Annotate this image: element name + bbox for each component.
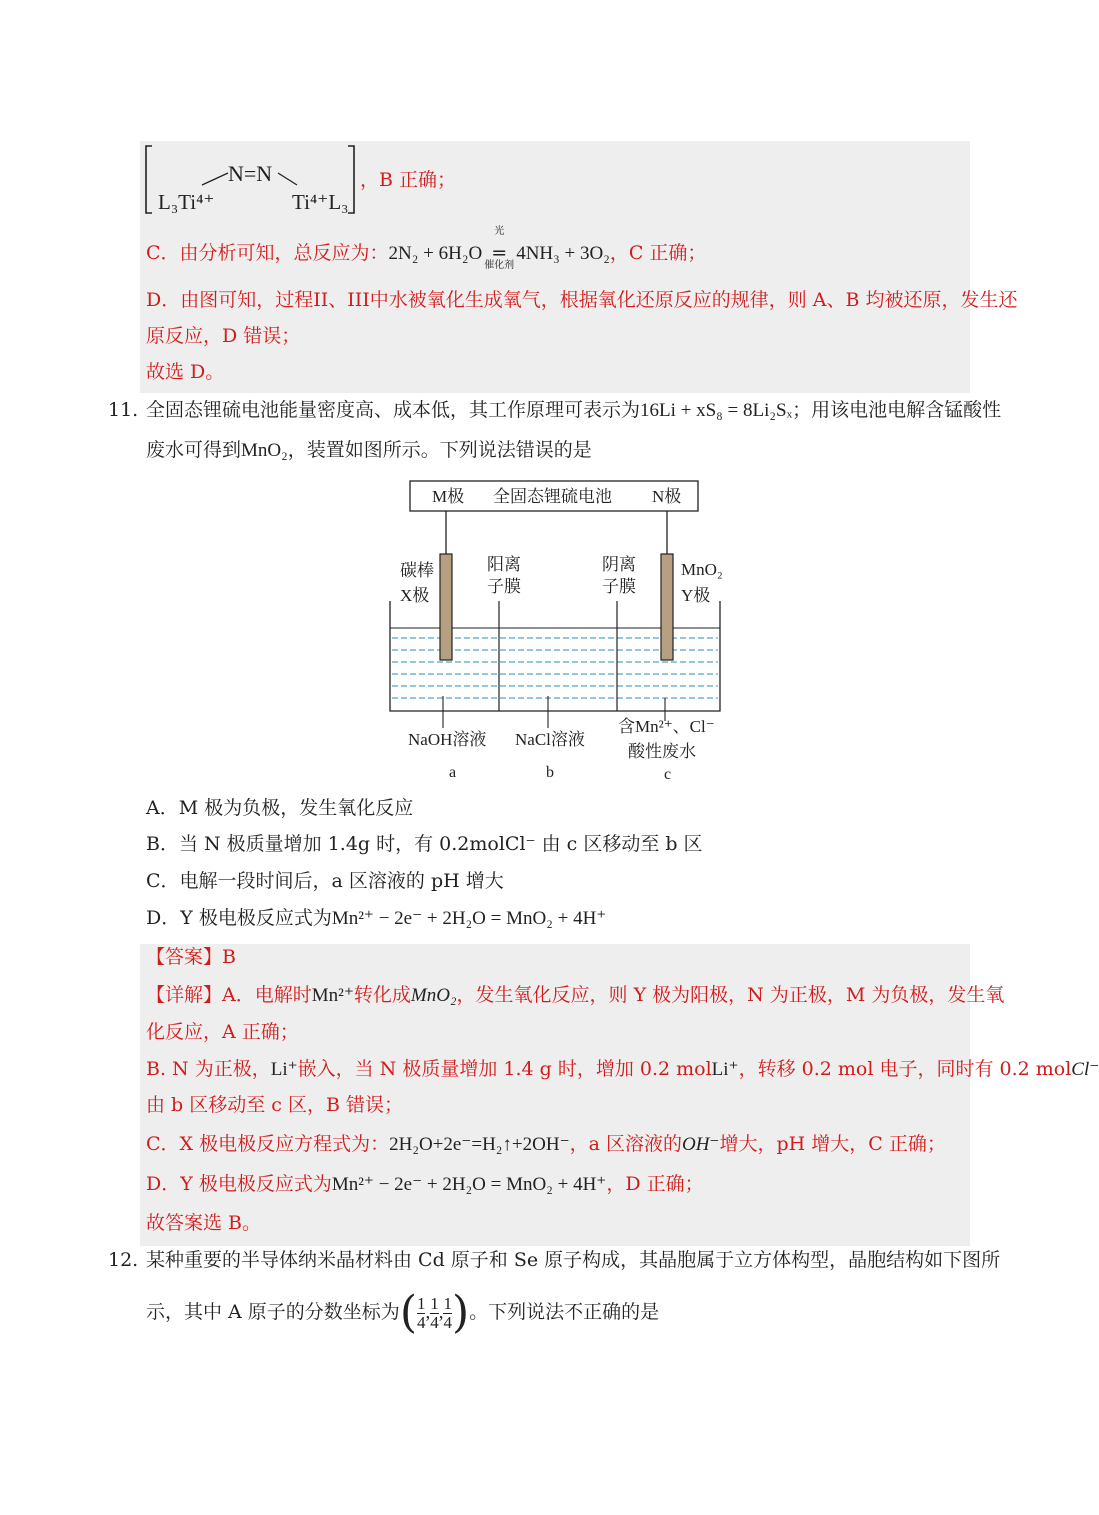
q11-number: 11. xyxy=(108,399,139,421)
left-electrode-label-1: 碳棒 xyxy=(400,561,434,580)
q12-stem-line-2: 示，其中 A 原子的分数坐标为( $\frac{1}{4}$ , $\frac{1}{4}$ , $\frac{1}{4}$ )。下列说法不正确的是 xyxy=(146,1287,660,1338)
fraction-x: $\frac{1}{4}$ xyxy=(416,1293,426,1332)
til3-fragment: Ti⁴⁺L₃ xyxy=(292,190,349,214)
zone-b-label: b xyxy=(546,764,554,781)
right-paren: ) xyxy=(451,1287,470,1338)
cation-membrane-label-1: 阳离 xyxy=(487,555,521,574)
q11-answer: 【答案】B xyxy=(146,946,236,968)
q11-stem-line-2: 废水可得到MnO₂，装置如图所示。下列说法错误的是 xyxy=(146,439,592,461)
q11-detail-line-3: B. N 为正极，Li⁺嵌入，当 N 极质量增加 1.4 g 时，增加 0.2 molLi⁺，转移 0.2 mol 电子，同时有 0.2 molCl⁻ xyxy=(146,1058,1099,1080)
total-reaction-lhs: 2N₂ + 6H₂O xyxy=(388,243,483,264)
ti-n2-complex-diagram xyxy=(142,143,372,218)
q11-stem-line-1: 全固态锂硫电池能量密度高、成本低，其工作原理可表示为16Li + xS₈ = 8Li₂Sₓ；用该电池电解含锰酸性 xyxy=(146,399,1002,421)
n-pole-label: N极 xyxy=(652,487,682,506)
battery-title: 全固态锂硫电池 xyxy=(493,487,612,506)
q11-option-c: C．电解一段时间后，a 区溶液的 pH 增大 xyxy=(146,870,504,892)
fraction-y: $\frac{1}{4}$ xyxy=(430,1293,439,1332)
cation-membrane-label-2: 子膜 xyxy=(487,577,521,596)
q11-detail-line-1: 【详解】A．电解时Mn²⁺转化成MnO₂，发生氧化反应，则 Y 极为阳极，N 为正极，M 为负极，发生氧 xyxy=(146,984,1005,1006)
left-paren: ( xyxy=(399,1287,417,1338)
carbon-rod-x-electrode xyxy=(440,554,452,660)
q11-option-a: A．M 极为负极，发生氧化反应 xyxy=(146,797,414,819)
n2-ligand: N=N xyxy=(228,161,273,186)
q11-option-d: D．Y 极电极反应式为Mn²⁺ − 2e⁻ + 2H₂O = MnO₂ + 4H⁺ xyxy=(146,907,607,929)
fraction-z: $\frac{1}{4}$ xyxy=(443,1293,452,1332)
left-electrode-label-2: X极 xyxy=(400,586,430,605)
solution-c-label-2: 酸性废水 xyxy=(628,742,696,761)
anion-membrane-label-2: 子膜 xyxy=(602,577,636,596)
solution-a-label: NaOH溶液 xyxy=(408,730,487,749)
anion-membrane-label-1: 阴离 xyxy=(602,555,636,574)
prev-c-line: C．由分析可知，总反应为：2N₂ + 6H₂O 光 = 催化剂 4NH₃ + 3O₂，C 正确； xyxy=(146,226,707,271)
q12-number: 12. xyxy=(108,1249,139,1271)
reaction-arrow-condition: 光 = 催化剂 xyxy=(484,226,515,271)
q11-detail-line-5: C．X 极电极反应方程式为：2H₂O+2e⁻=H₂↑+2OH⁻，a 区溶液的OH⁻增大，pH 增大，C 正确； xyxy=(146,1133,946,1155)
q11-detail-line-4: 由 b 区移动至 c 区，B 错误； xyxy=(146,1094,403,1116)
total-reaction-rhs: 4NH₃ + 3O₂ xyxy=(516,243,610,264)
battery-reaction: 16Li + xS₈ = 8Li₂Sₓ xyxy=(640,400,793,421)
q11-option-b: B．当 N 极质量增加 1.4g 时，有 0.2molCl⁻ 由 c 区移动至 b 区 xyxy=(146,833,703,855)
q11-detail-line-2: 化反应，A 正确； xyxy=(146,1021,299,1043)
right-electrode-label-1: MnO₂ xyxy=(681,560,723,579)
zone-a-label: a xyxy=(449,764,457,781)
electrolysis-apparatus-diagram xyxy=(380,476,740,786)
prev-d-line-1: D．由图可知，过程II、III中水被氧化生成氧气，根据氧化还原反应的规律，则 A、B 均被还原，发生还 xyxy=(146,289,1018,311)
right-electrode-label-2: Y极 xyxy=(681,586,711,605)
zone-c-label: c xyxy=(664,766,672,783)
m-pole-label: M极 xyxy=(432,487,465,506)
prev-d-line-2: 原反应，D 错误； xyxy=(146,325,301,347)
option-d-equation: Mn²⁺ − 2e⁻ + 2H₂O = MnO₂ + 4H⁺ xyxy=(331,908,607,929)
solution-c-label-1: 含Mn²⁺、Cl⁻ xyxy=(618,717,715,736)
q12-stem-line-1: 某种重要的半导体纳米晶材料由 Cd 原子和 Se 原子构成，其晶胞属于立方体构型，晶胞结构如下图所 xyxy=(146,1249,1001,1271)
prev-choose-line: 故选 D。 xyxy=(146,361,225,383)
b-correct-text: ，B 正确； xyxy=(360,169,457,191)
q11-detail-line-7: 故答案选 B。 xyxy=(146,1212,262,1234)
q11-detail-line-6: D．Y 极电极反应式为Mn²⁺ − 2e⁻ + 2H₂O = MnO₂ + 4H⁺，D 正确； xyxy=(146,1173,704,1195)
solution-b-label: NaCl溶液 xyxy=(515,730,585,749)
l3ti-fragment: L₃Ti⁴⁺ xyxy=(158,190,215,214)
mno2-y-electrode xyxy=(661,554,673,660)
